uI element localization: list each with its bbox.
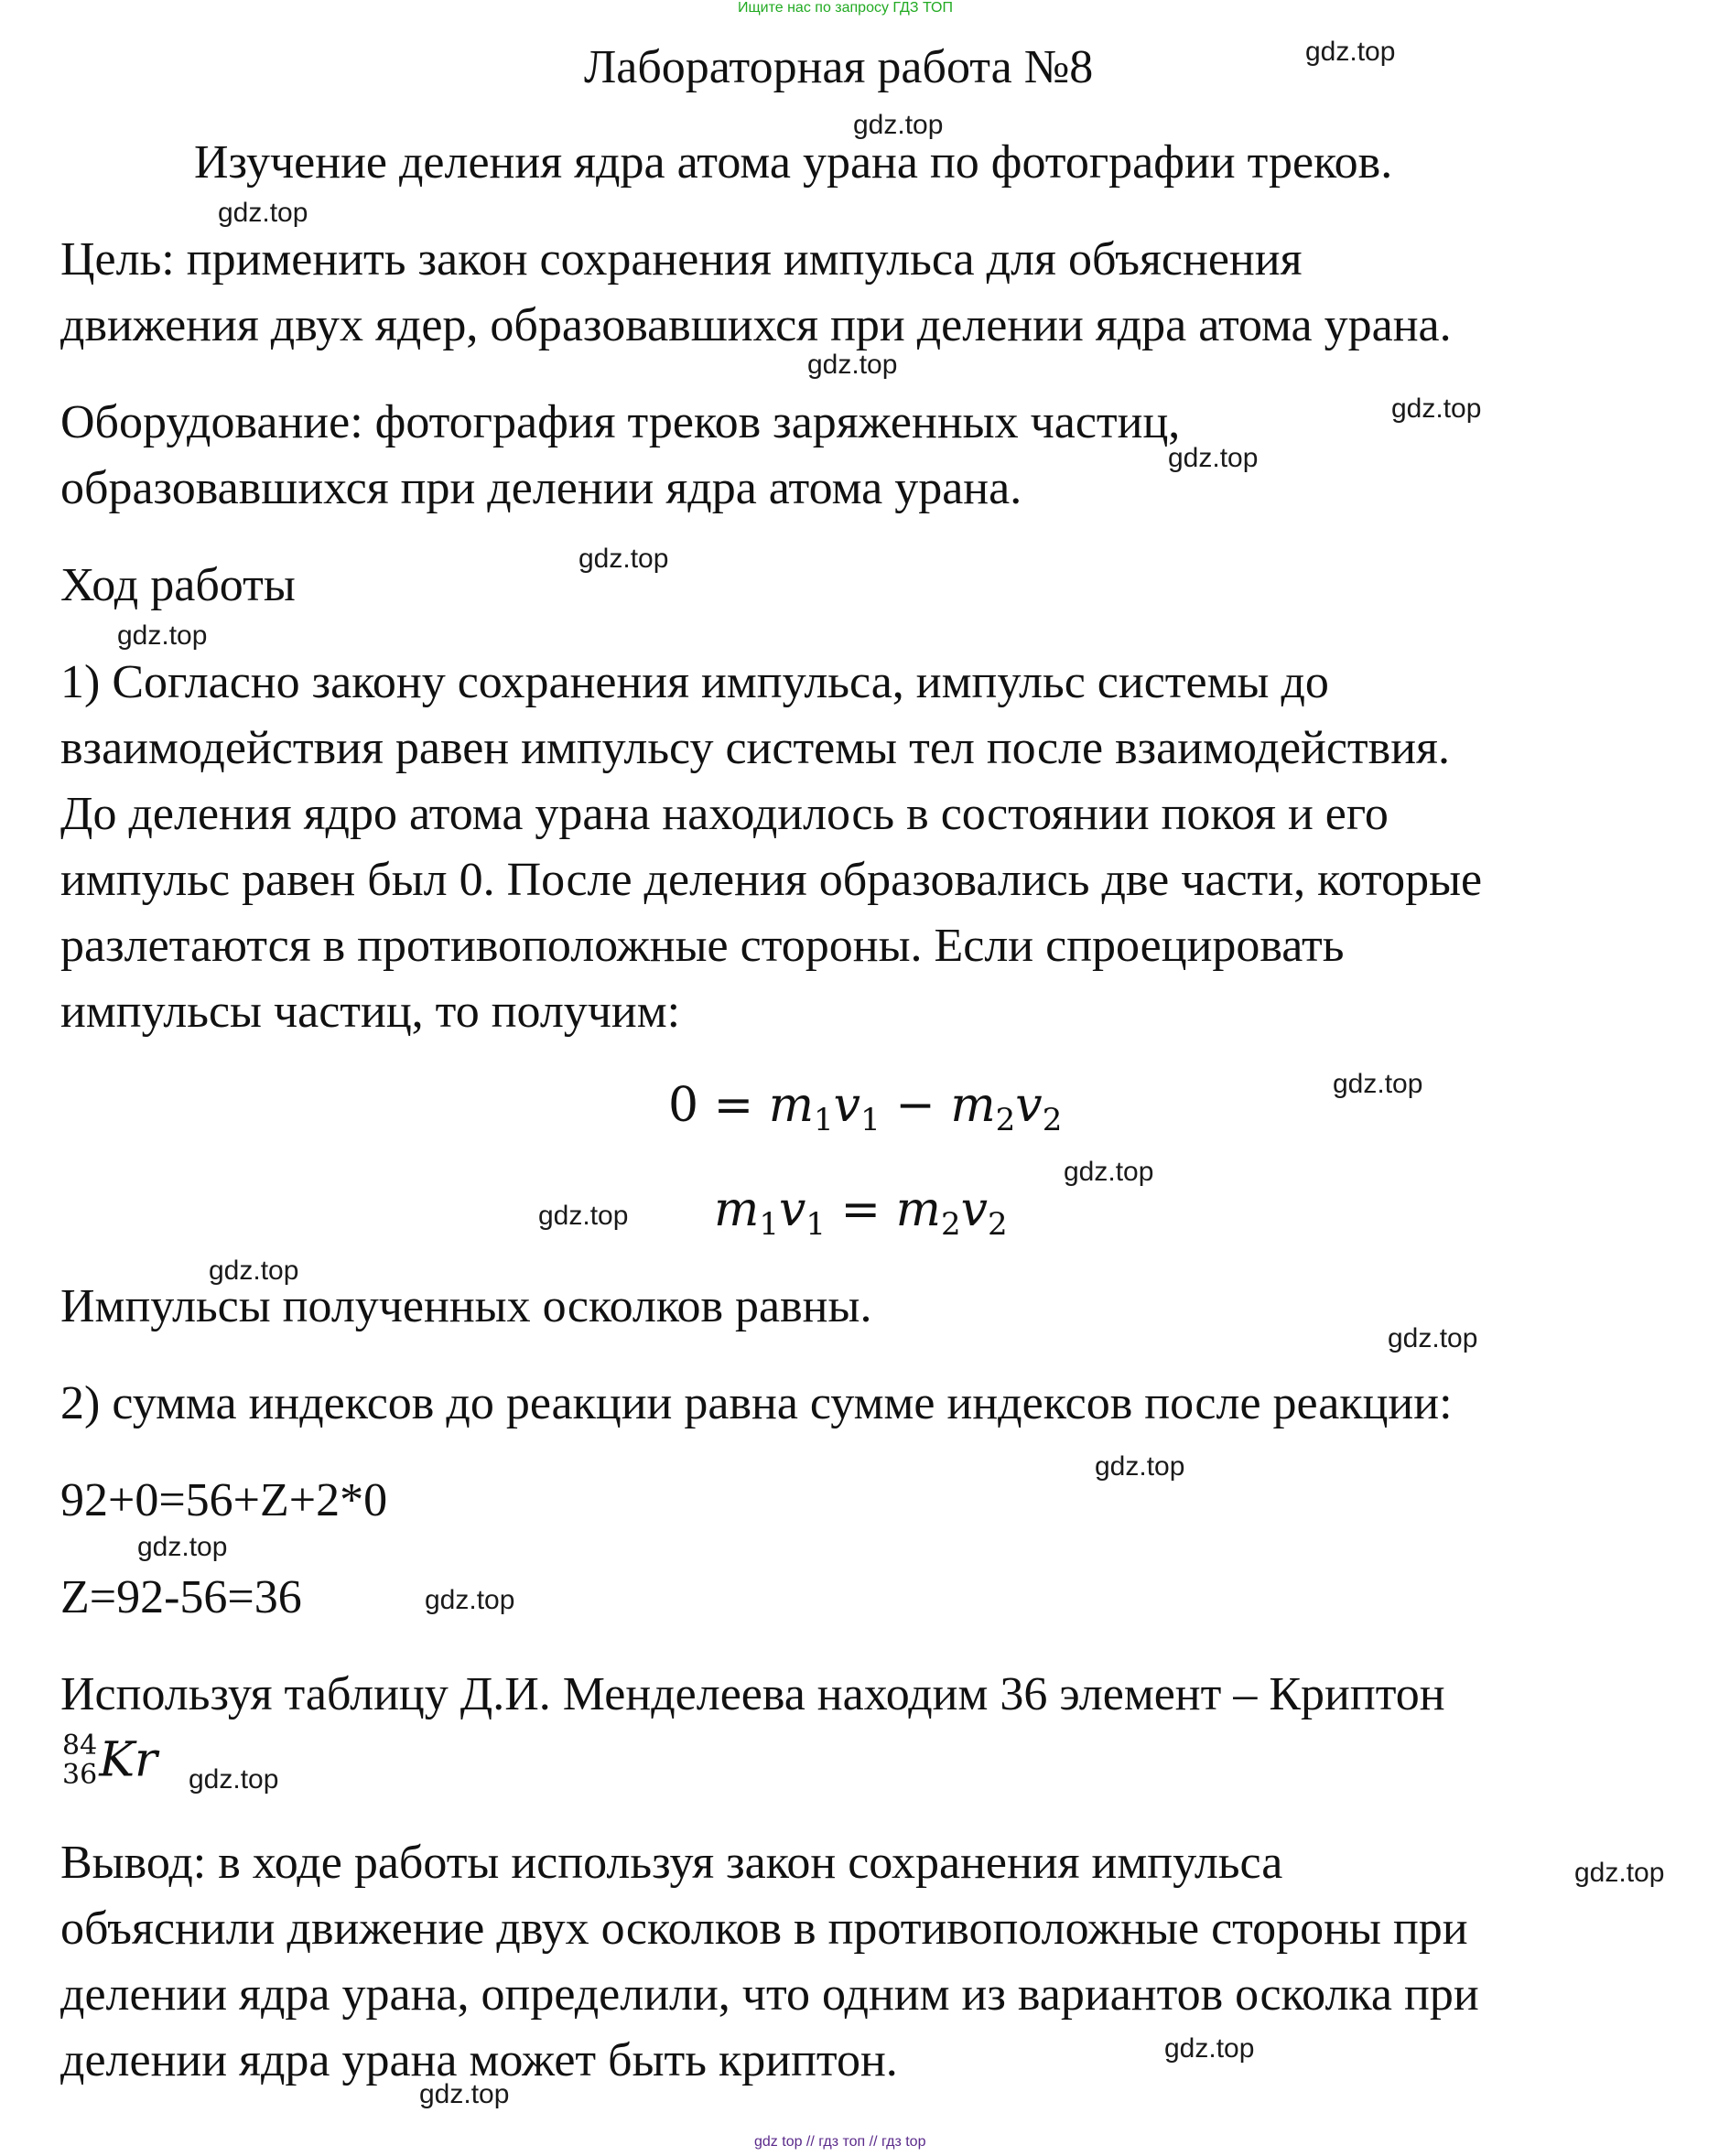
watermark: gdz.top — [1164, 2033, 1255, 2064]
conclusion-line-2: объяснили движение двух осколков в противоположные стороны при — [60, 1903, 1468, 1955]
step1-line-4: импульс равен был 0. После деления образовались две части, которые — [60, 854, 1483, 906]
eq2-m2: m — [895, 1182, 941, 1237]
eq2-m1: m — [714, 1182, 760, 1237]
step1-line-6: импульсы частиц, то получим: — [60, 986, 681, 1038]
equation-momentum-zero — [668, 1078, 1062, 1138]
watermark: gdz.top — [1574, 1858, 1665, 1888]
eq2-v2: v — [960, 1182, 988, 1237]
isotope-mass: 84 — [62, 1729, 98, 1762]
equipment-line-2: образовавшихся при делении ядра атома урана. — [60, 462, 1022, 514]
step1-line-3: До деления ядро атома урана находилось в состоянии покоя и его — [60, 788, 1389, 840]
eq1-lhs: 0 = — [668, 1078, 754, 1133]
krypton-isotope — [62, 1730, 157, 1790]
eq2-v1: v — [778, 1182, 806, 1237]
conclusion-line-1: Вывод: в ходе работы используя закон сохранения импульса — [60, 1837, 1283, 1889]
watermark: gdz.top — [419, 2079, 510, 2109]
eq1-minus: − — [895, 1078, 935, 1133]
eq1-m2: m — [950, 1078, 996, 1133]
conclusion-line-4: делении ядра урана может быть криптон. — [60, 2034, 898, 2086]
eq2-m2-sub: 2 — [940, 1206, 961, 1243]
eq2-v2-sub: 2 — [987, 1206, 1008, 1243]
eq1-v2: v — [1015, 1078, 1043, 1133]
eq1-m2-sub: 2 — [995, 1102, 1016, 1138]
page-title: Лабораторная работа №8 — [584, 41, 1094, 93]
watermark: gdz.top — [807, 350, 898, 380]
page-subtitle: Изучение деления ядра атома урана по фотографии треков. — [194, 136, 1393, 189]
mendeleev-text: Используя таблицу Д.И. Менделеева находим 36 элемент – Криптон — [60, 1668, 1445, 1720]
eq2-v1-sub: 1 — [805, 1206, 826, 1243]
watermark: gdz.top — [1391, 393, 1482, 424]
eq2-m1-sub: 1 — [759, 1206, 779, 1243]
watermark: gdz.top — [1064, 1157, 1154, 1187]
step1-line-1: 1) Согласно закону сохранения импульса, импульс системы до — [60, 656, 1329, 708]
watermark: gdz.top — [209, 1256, 299, 1286]
watermark: gdz.top — [1305, 37, 1396, 67]
footer-note: gdz top // гдз топ // гдз top — [754, 2134, 926, 2150]
watermark: gdz.top — [117, 620, 208, 651]
watermark: gdz.top — [1333, 1069, 1423, 1099]
isotope-charge: 36 — [62, 1758, 98, 1791]
watermark: gdz.top — [1168, 443, 1259, 473]
isotope-symbol: Kr — [99, 1732, 157, 1788]
equation-momentum-equal — [714, 1182, 1008, 1243]
watermark: gdz.top — [1388, 1323, 1478, 1353]
goal-line-1: Цель: применить закон сохранения импульса для объяснения — [60, 233, 1303, 286]
watermark: gdz.top — [853, 110, 944, 140]
watermark: gdz.top — [189, 1764, 279, 1795]
isotope-numbers — [62, 1731, 97, 1790]
calc-line-1: 92+0=56+Z+2*0 — [60, 1474, 388, 1526]
conclusion-line-3: делении ядра урана, определили, что одним из вариантов осколка при — [60, 1968, 1479, 2021]
search-hint: Ищите нас по запросу ГДЗ ТОП — [738, 0, 953, 16]
eq1-v2-sub: 2 — [1042, 1102, 1063, 1138]
impulses-equal-text: Импульсы полученных осколков равны. — [60, 1280, 872, 1332]
watermark: gdz.top — [137, 1532, 228, 1562]
calc-line-2: Z=92-56=36 — [60, 1571, 302, 1623]
eq1-v1: v — [833, 1078, 861, 1133]
watermark: gdz.top — [218, 198, 308, 228]
goal-line-2: движения двух ядер, образовавшихся при делении ядра атома урана. — [60, 299, 1452, 351]
watermark: gdz.top — [1095, 1451, 1185, 1482]
eq1-m1-sub: 1 — [814, 1102, 834, 1138]
procedure-heading: Ход работы — [60, 559, 296, 611]
step1-line-2: взаимодействия равен импульсу системы тел после взаимодействия. — [60, 722, 1450, 774]
eq2-equals: = — [840, 1182, 881, 1237]
step2-text: 2) сумма индексов до реакции равна сумме индексов после реакции: — [60, 1377, 1453, 1429]
watermark: gdz.top — [425, 1585, 515, 1615]
equipment-line-1: Оборудование: фотография треков заряженных частиц, — [60, 396, 1181, 448]
watermark: gdz.top — [578, 544, 669, 574]
eq1-m1: m — [768, 1078, 815, 1133]
step1-line-5: разлетаются в противоположные стороны. Если спроецировать — [60, 920, 1345, 972]
watermark: gdz.top — [538, 1201, 629, 1231]
eq1-v1-sub: 1 — [860, 1102, 881, 1138]
